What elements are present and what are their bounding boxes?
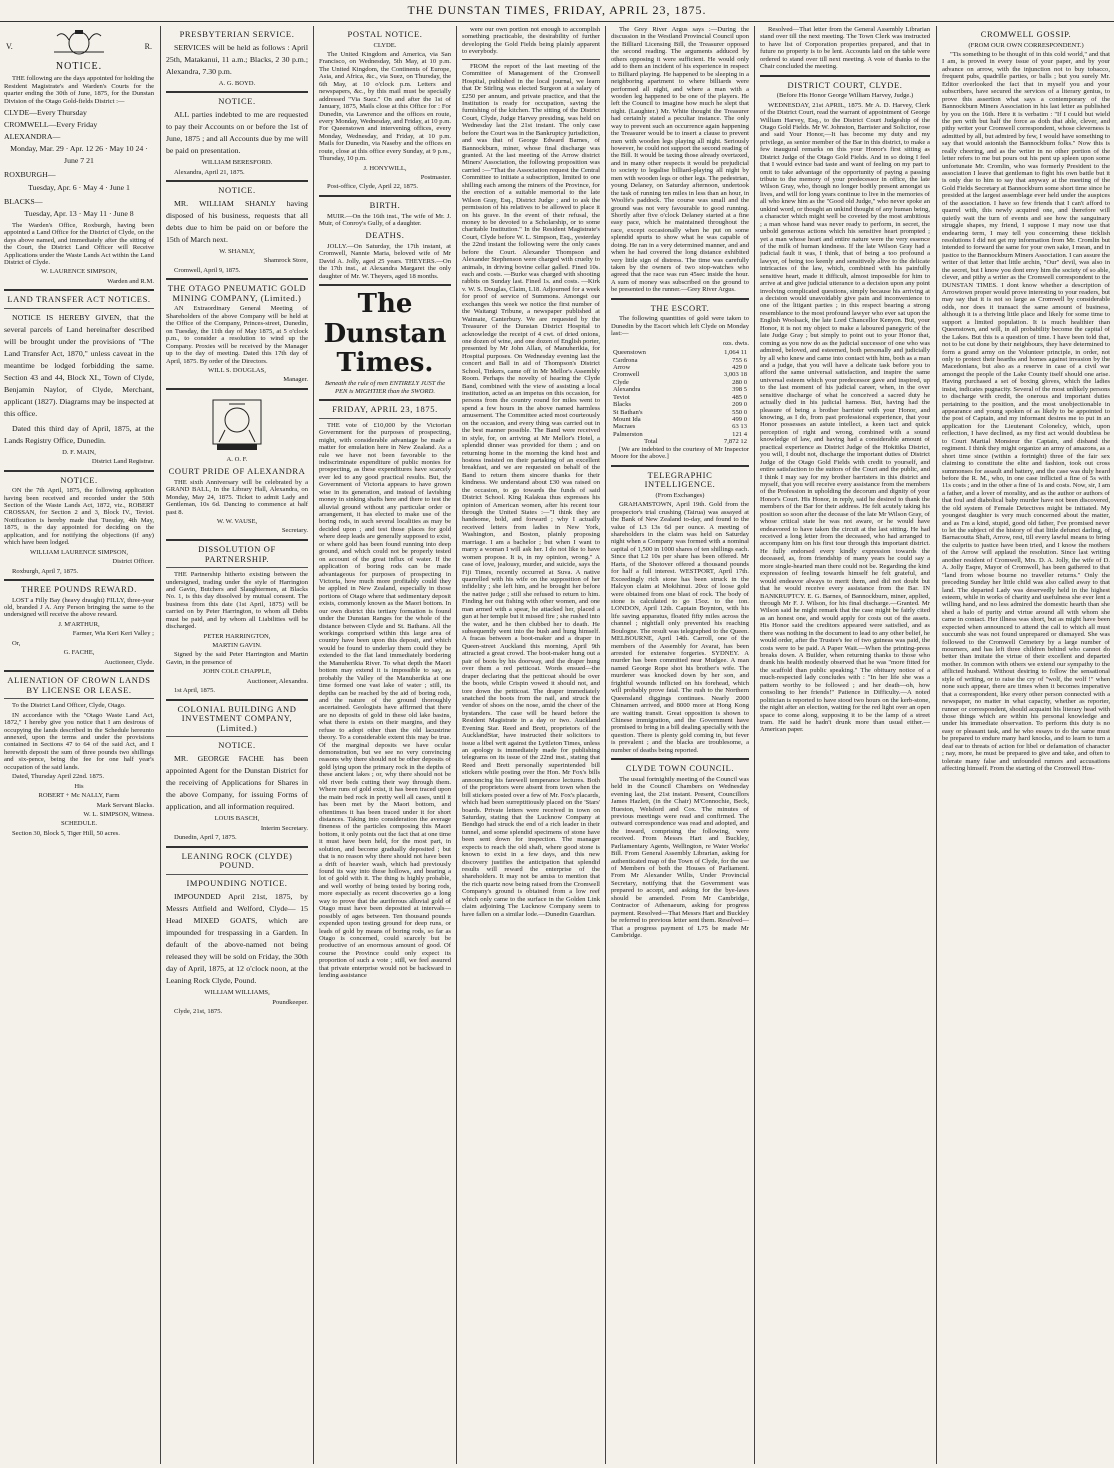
pneumatic-signature-title: Manager. <box>283 376 308 384</box>
escort-amount: 429 0 <box>732 363 747 371</box>
date-line: FRIDAY, APRIL 23, 1875. <box>332 404 438 415</box>
reward-or: Or, <box>12 639 21 647</box>
column-6 <box>760 26 930 1464</box>
crest-r: R. <box>144 42 152 51</box>
pneumatic-title: THE OTAGO PNEUMATIC GOLD MINING COMPANY, (Limited.) <box>167 283 307 303</box>
notice2-place: Roxburgh, April 7, 1875. <box>12 567 79 575</box>
pneumatic-signature: WILL S. DOUGLAS, <box>208 366 266 374</box>
roxburgh-dates: Tuesday, Apr. 6 · May 4 · June 1 <box>28 182 130 192</box>
council-body: The usual fortnightly meeting of the Council was held in the Council Chambers on Wednesday evening last, the 21st instant. Present, Councillors James Hazlett, (in the Chair) M'Connochie, Beck, Hueston, Welsford and Cox. The minutes of previous meetings were read and confirmed. The outward correspondence was read and adopted, and the inward, comprising the following, were received. From Messrs Hart and Buckley, Parliamentary Agents, Wellington, re Water Works' Bill. From General Assembly Librarian, asking for authenticated map of the Town of Clyde, for the use of Members of both the Houses of Parliament. From Mr Alexander Willis, Under Provincial Secretary, notifying that the Government was prepared to accept, and asking for the bye-laws should be amended. From Mr Cambridge, Contractor of Athenaeum, asking for progress payment. Resolved—That Messrs Hart and Buckley be referred to previous letter sent them. Resolved—That a progress payment of L75 be made Mr Cambridge. <box>611 775 749 939</box>
column-3 <box>319 26 451 1464</box>
paper-motto: Beneath the rule of men ENTIRELY JUST the PEN is MIGHTIER than the SWORD. <box>324 380 446 395</box>
escort-amount: 1,064 11 <box>724 349 747 357</box>
notice2-signature: WILLIAM LAURENCE SIMPSON, <box>30 548 128 556</box>
royal-crest <box>4 28 154 58</box>
dissolution-title: DISSOLUTION OF PARTNERSHIP. <box>198 543 276 564</box>
escort-unit: ozs. dwts. <box>722 339 749 347</box>
escort-row <box>611 423 749 430</box>
escort-row <box>611 431 749 438</box>
dissolution-witness-title: Auctioneer, Alexandra. <box>246 677 308 685</box>
escort-row <box>611 409 749 416</box>
escort-amount: 121 4 <box>732 430 747 438</box>
crest-icon <box>49 28 109 56</box>
land-transfer-date: Dated this third day of April, 1875, at the Lands Registry Office, Dunedin. <box>4 423 154 445</box>
escort-amount: 280 0 <box>732 378 747 386</box>
postal-sub: CLYDE. <box>373 41 397 49</box>
escort-total-label: Total <box>644 438 658 446</box>
column-1 <box>4 26 154 1464</box>
birth-body: MUIR.—On the 16th inst., The wife of Mr. J. Muir, of Conroy's Gully, of a daughter. <box>319 212 451 227</box>
council-continued: Resolved—That letter from the General Assembly Librarian stand over till the next meeting. The Town Clerk was instructed to have list of Corporation properties prepared, and that in future no property is to be lent. Accounts laid on the table were ordered to stand over till next meeting. A vote of thanks to the Chair concluded the meeting. <box>760 26 930 71</box>
reward-body: LOST a Filly Bay (heavy draught) FILLY, three-year old, branded J A. Any Person bringing the same to the undersigned will receive the above reward. <box>4 596 154 619</box>
escort-place: Teviot <box>613 393 630 401</box>
escort-amount: 398 5 <box>732 386 747 394</box>
escort-intro: The following quantities of gold were taken to Dunedin by the Escort which left Clyde on Monday last:— <box>611 315 749 338</box>
gossip-title: CROMWELL GOSSIP. <box>980 29 1072 39</box>
escort-place: Cardrona <box>613 356 638 364</box>
escort-amount: 3,003 18 <box>723 371 747 379</box>
postal-body: The United Kingdom and America, via San Francisco, on Wednesday, 5th May, at 10 p.m. The United Kingdom, the Continents of Europe, Asia, and Africa, &c., via Suez, on Thursday, the 6th May, at 10 o'clock p.m. Letters and newspapers, &c., by this mail must be specially addressed "Via Suez." On and after the 1st of January, 1875, Mails close at this Office for : For Dunedin, via Lawrence and the offices en route, every Monday, Wednesday, and Friday, at 10 p.m. For Queenstown and intervening offices, every Monday, Wednesday, and Friday, at 10 p.m. Mails for Dunedin, via Naseby and the offices en route, close at this office every Sunday, at 9 p.m., Thursday, 10 p.m. <box>319 51 451 163</box>
leader-continued: were our own portion not enough to accomplish something practicable, the desirability of further developing the Gold Fields being plainly apparent to everybody. <box>462 26 600 56</box>
postal-signature-title: Postmaster. <box>420 174 451 182</box>
column-5 <box>611 26 749 1464</box>
alienation-mark: Mark Servant Blacks. <box>96 801 154 809</box>
reward-signature-2-detail: Auctioneer, Clyde. <box>104 658 154 666</box>
notice-beresford-signature: WILLIAM BERESFORD. <box>201 159 273 167</box>
telegraphic-title: TELEGRAPHIC INTELLIGENCE. <box>644 469 716 490</box>
colonial-signature-title: Interim Secretary. <box>260 824 308 832</box>
escort-total-value: 7,872 12 <box>723 438 747 446</box>
alexandra-label: ALEXANDRA— <box>4 132 61 142</box>
dissolution-witness: JOHN COLE CHAPPLE, <box>202 668 272 676</box>
escort-total-row <box>611 438 749 445</box>
escort-row <box>611 371 749 378</box>
deaths-title: DEATHS. <box>365 230 405 241</box>
dissolution-body-2: Signed by the said Peter Harrington and Martin Gavin, in the presence of <box>166 651 308 666</box>
column-7 <box>942 26 1110 1464</box>
blacks-dates: Tuesday, Apr. 13 · May 11 · June 8 <box>24 208 134 218</box>
aof-label: A. O. F. <box>226 455 248 463</box>
dissolution-date: 1st April, 1875. <box>174 687 216 695</box>
notice-beresford-body: ALL parties indebted to me are requested to pay their Accounts on or before the 1st of June, 1875 ; and all Accounts due by me will be paid on presentation. <box>166 109 308 156</box>
leader-article: THE vote of £10,000 by the Victorian Government for the purposes of prospecting, might, with considerable advantage be made a matter for emulation here in New Zealand. As a rule we have not been favorable to the indiscriminate expenditure of public monies for prospecting, as these expenditures have scarcely ever led to any good practical results. But, the Government of Victoria appears to have grown wise in its generation, and instead of lavishing money in sinking shafts here and there to test the alluvial ground without any particular order or arrangement, it has elected to make use of the boring rods, in such several localities as may be decided upon ; and test those places for gold where deep leads are generally supposed to exist, or where gold has been found running into deep ground, and which could not be properly tested on account of the great influx of water. If the application of boring rods can be made advantageous for purposes of prospecting in Victoria, how much more profitably could they be applied in New Zealand, especially in those portions of Otago where that sedimentary deposit exists, commonly known as the Maori bottom. In our own district this tertiary formation is found under the Dunstan Ranges for the whole of the distance between Clyde and St. Bathans. All the workings comprised within this large area of country have been upon this deposit, and which would be found to underlay them could they be extended to the flat land immediately bordering the Manuherikia River. To what depth the Maori bottom may extend it is impossible to say, as probably the Valley of the Manuherikia at one time formed one vast lake of water ; still, its depths can be reached by the aid of boring rods, and the nature of the ground thoroughly ascertained. Geologists have affirmed that there are no deposits of gold in these old lake basins, what there is exists on their margins, and they refuse to adopt other than the old lacustrine theory. To a considerable extent this may be true. Of the marginal deposits we have ocular demonstration, but we see no very convincing reasons why there should not be other deposits of gold lying upon the primary rock in the depths of these ancient lakes ; or, why there should not be old river beds cutting their way through them. Where runs of gold exist, it has been traced upon the main bed rock in pretty well all cases, until it has been met by the Maori bottom, and oftentimes it has been traced under it for short distances. Taking into consideration the average fineness of the particles composing this Maori bottom, it only points out the fact that at one time it must have been held, for the most part, in solution, and become gradually deposited ; but that is no reason why there should not have been a drift of heavier wash, which had previously found its way into these hollows, and bearing a lot of gold with it. The thing is highly probable, and well worthy of being tested by boring rods, more especially as recent discoveries go a long way to prove that the auriferous alluvial gold of Otago must have been deposited at intervals—possibly of ages between. Ten thousand pounds expended upon testing ground for deep runs, or leads of gold by means of boring rods, so far as Otago is concerned, could scarcely but be productive of an enormous amount of good. Of course the Province could only expect its proportion of such a vote ; still, we feel assured that private enterprise would not be backward in lending assistance <box>319 421 451 980</box>
alienation-date: Dated, Thursday April 22nd. 1875. <box>12 773 104 781</box>
presbyterian-body: SERVICES will be held as follows : April 25th, Matakanui, 11 a.m.; Blacks, 2 30 p.m.; Alexandra, 7.30 p.m. <box>166 42 308 76</box>
escort-row <box>611 401 749 408</box>
notice-shanly-title: NOTICE. <box>218 185 256 196</box>
gossip-sub: (FROM OUR OWN CORRESPONDENT.) <box>968 41 1084 49</box>
notice-body: THE following are the days appointed for holding the Resident Magistrate's and Warden's Courts for the quarter ending the 30th of June, 1875, for the Dunstan Division of the Otago Gold-fields District :— <box>4 75 154 105</box>
escort-note: [We are indebted to the courtesy of Mr Inspector Moore for the above.] <box>611 445 749 461</box>
notice-beresford-place: Alexandra, April 21, 1875. <box>174 168 245 176</box>
alienation-to: To the District Land Officer, Clyde, Otago. <box>12 702 126 710</box>
dissolution-signature-2: MARTIN GAVIN. <box>212 642 262 650</box>
cromwell-day: CROMWELL—Every Friday <box>4 120 98 130</box>
alienation-signature: ROBERT + Mc NALLY, Farm <box>38 792 120 800</box>
escort-row <box>611 394 749 401</box>
escort-place: Clyde <box>613 378 629 386</box>
local-news: FROM the report of the last meeting of the Committee of Management of the Cromwell Hospital, published in the local journal, we learn that Dr Stirling was elected Surgeon at a salary of £250 per annum, and private practice, and that the Institution is ready for occupation, saving the furnishing of the kitchen. The sitting of the District Court, Clyde, Judge Harvey presiding, was held on Wednesday last the 21st instant. The only case before the Court was in the Bankruptcy jurisdiction, and was that of George Edward Barnes, of Bannockburn, miner, whose final discharge was granted. At the last meeting of the Arrow district Miners' Association, the following proposition was carried :—"That the Association request the Central Committee to initiate a subscription, limited to one shilling each among the miners of the Province, for the erection of a suitable memorial to the late Wilson Gray, Esq., District Judge ; and to ask the permission of his relatives to be allowed to place it on his grave. In the event of their refusal, the money to be devoted to a Scholarship, or to some charitable Institution." In the Resident Magistrate's Court, Clyde before W. L. Simpson, Esq., yesterday the 22nd instant the following were the only cases before the Court. Alexander Thompson and Alexander Stephenson were charged with cruelty to animals, in driving bovine cellar galled. Fined 10s. each and costs. —Burke was charged with shooting rabbits on Sunday last. Fined 1s. and costs. —Kirk v. W. S. Douglas, Claim, L18. Adjourned for a week for proof of service of Summons. Amongst our exchanges this week we notice the first number of the Waitangi Tribune, a newspaper published at Waimate, Canterbury. We are requested by the Treasurer of the Dunstan District Hospital to acknowledge the receipt of 4 cwt. of dried onions, one dozen of wine, and one dozen of English porter, presented by Mr John Allan, of Manuherikia, for Hospital purposes. On Wednesday evening last the concert and Ball in aid of Thompson's District School, Tinkers, came off in Mr Mellor's Assembly Room. Perhaps the novelty of hearing the Clyde Band, combined with the view of assisting a local institution, acted as an impetus on this occasion, for persons from the country round for miles went to spend a few hours in the above named harmless amusement. The Committee acted most courteously on the occasion, and every thing was carried out in the best manner possible. The Band were received in style, for, on arriving at Mr Mellor's Hotel, a splendid dinner was provided for them ; and on returning home in the morning the kind host and hostess insisted on their partaking of an excellent breakfast, and we are requested on behalf of the Band to return them sincere thanks for their kindness. We understand about £30 was raised on the occasion, to go towards the funds of said District School. King Kalakua thus expresses his opinion of American women, after his recent tour through the United States :—"I think they are handsome, bold, and forward ; why I actually received letters from ladies in New York, Washington, and Boston, plainly proposing marriage. I am a bachelor ; but when I want to marry a woman I will ask her. I do not like to have women propose. It is, in my opinion, wrong." A case of love, jealousy, murder, and suicide, says the Fiji Times, recently occurred at Suva. A native quarrelled with his wife on the supposition of her infidelity ; she left him, and he brought her before the native judge ; still she refused to return to him. Finding her out fishing with other women, and one man armed with a spear, he attacked her, placed a gun at her temple but it missed fire ; she rushed into the water, and he then clubbed her to death. He subsequently went into the bush and hung himself. A fracas between a boot-maker and a draper in Queen-street Auckland this morning, April 9th attracted a great crowd. The boot-maker hung out a pair of boots by his doorway, and the draper hung over them a red petticoat. Words ensued—the draper declaring that the petticoat should be over the boots, while Crispin vowed it should not, and tore down the petticoat. The draper immediately snatched the boots from the nail, and struck the vendor of shoes on the nose, amid the cheer of the bystanders. The case will be heard before the Resident Magistrate in a day or two. Auckland Evening Star. Reed and Brett, proprietors of the AucklandStar, have instructed their solicitors to issue a libel writ against the Lyttleton Times, unless an apology is immediately made for publishing telegrams on its issue of the 22nd inst., stating that Reed and Brett personally superintended bill stickers while posting over the Hon. Mr Fox's bills announcing his farewell temperance lectures. Both of the proprietors were absent from town when the bill stickers posted over a few of Mr. Fox's placards, which had been surreptitiously placed on the 'Stars' boards. Private letters were received in town on Saturday, stating that the Lucknow Company at Bendigo had struck the end of a rich leader in their tunnel, and some splendid specimens of stone have been sent down for inspection. The manager expects to reach the old shaft, where good stone is known to exist in a few days, and this new discovery justifies the anticipation that splendid results will reward the enterprise of the shareholders. It may not be amiss to mention that the rich quartz now being raised from the Cromwell Company's ground is obtained from a low reef which only came to the surface in the Golden Link claim adjoining The Lucknow Company seem to have fallen on a similar lode.—Dunedin Guardian. <box>462 62 600 918</box>
notice2-title: NOTICE. <box>60 474 98 485</box>
grey-river-article: The Grey River Argus says :—During the discussion in the Westland Provincial Council upon the Billiard Licensing Bill, the Treasurer opposed the second reading. The arguments adduced by others opposing it were sufficient. He would only add to them an incident of his experience in respect to Billiard playing. He happened to be sleeping in a neighboring apartment to where billiards were performed all night, and where a man with a wooden leg happened to be one of the players. He left the Council to imagine how much he slept that night. (Laughter.) Mr. White thought the Treasurer had certainly stated a peculiar instance. The only way to prevent such an occurrence again happening the Treasurer would be to insert a clause to prevent men with wooden legs playing all night. Seriously however, he could not support the second reading of the Bill. It would be taxing those already overtaxed, and in many other respects it would be prejudicial to society to legalise billiard-playing all night by men with wooden legs or other legs. The pedestrian, young Delaney, on Saturday afternoon, undertook the task of running ten miles in less than an hour, in Woolfe's paddock. The course was small and the ground was not very favourable to good running. Shortly after five o'clock Delaney started at a fine easy pace, which he maintained throughout the race, except occasionally when he put on some splendid spurts to show what he was capable of doing. He ran in a very determined manner, and and when he had covered the long distance exhibited very little sign of distress. The time was carefully taken by the owners of two stop-watches who agreed that the race was run 45sec inside the hour. A sum of money was subscribed on the ground to be presented to the runner.—Grey River Argus. <box>611 26 749 294</box>
notice-shanly-signature: W. SHANLY, <box>219 247 255 255</box>
impound-signature-title: Poundkeeper. <box>272 998 308 1006</box>
escort-amount: 550 0 <box>732 408 747 416</box>
column-2 <box>166 26 308 1464</box>
land-transfer-title: LAND TRANSFER ACT NOTICES. <box>7 294 151 305</box>
escort-amount: 63 13 <box>732 423 747 431</box>
escort-place: Cromwell <box>613 371 640 379</box>
land-signature: D. F. MAIN, <box>62 448 96 456</box>
schedule-body: Section 30, Block 5, Tiger Hill, 50 acres. <box>12 829 120 837</box>
aof-title: COURT PRIDE OF ALEXANDRA <box>168 466 306 477</box>
reward-title: THREE POUNDS REWARD. <box>21 583 137 594</box>
aof-signature-title: Secretary. <box>281 527 308 535</box>
paper-title: The Dunstan Times. <box>323 289 447 378</box>
reward-signature-detail: Farmer, Wia Keri Keri Valley ; <box>72 630 154 638</box>
escort-row <box>611 386 749 393</box>
postal-signature: J. HONYWILL, <box>363 164 407 172</box>
dissolution-signature-1: PETER HARRINGTON, <box>203 632 271 640</box>
alienation-witness: W. L. SIMPSON, Witness. <box>83 810 154 818</box>
notice-shanly-body: MR. WILLIAM SHANLY having disposed of his business, requests that all debts due to him be paid on or before the 15th of March next. <box>166 198 308 244</box>
impound-title: IMPOUNDING NOTICE. <box>186 877 288 888</box>
leaning-rock-title: LEANING ROCK (CLYDE) POUND. <box>181 850 293 871</box>
district-court-title: DISTRICT COURT, CLYDE. <box>787 79 903 90</box>
clyde-day: CLYDE—Every Thursday <box>4 108 87 118</box>
colonial-title: COLONIAL BUILDING AND INVESTMENT COMPANY, (Limited.) <box>177 703 297 733</box>
escort-amount: 485 0 <box>732 393 747 401</box>
escort-title: THE ESCORT. <box>650 302 710 313</box>
birth-title: BIRTH. <box>369 199 401 210</box>
council-title: CLYDE TOWN COUNCIL. <box>625 763 735 774</box>
escort-place: Arrow <box>613 363 631 371</box>
colonial-notice: NOTICE. <box>218 740 256 751</box>
escort-row <box>611 364 749 371</box>
escort-row <box>611 379 749 386</box>
notice2-body: ON the 7th April, 1875, the following application having been received and recorded under the 50th Section of the Waste Lands Act, 1872, viz., ROBERT CROSSAN, for Section 2 and 3, Block IV., Teviot. Notification is hereby made that Tuesday, 4th May, 1875, is the day appointed for deciding on the application, and for notifying the objections (if any) which have been lodged. <box>4 487 154 547</box>
impound-signature: WILLIAM WILLIAMS, <box>204 989 270 997</box>
roxburgh-label: ROXBURGH— <box>4 170 56 180</box>
escort-place: Alexandra <box>613 386 641 394</box>
postal-title: POSTAL NOTICE. <box>347 29 423 39</box>
notice-shanly-store: Shamrock Store, <box>264 257 308 265</box>
aof-signature: W. W. VAUSE, <box>216 518 258 526</box>
deaths-body: JOLLY.—On Saturday, the 17th instant, at Cromwell, Nannie Maria, beloved wife of Mr David A. Jolly, aged 25 years. THEYERS.—On the 17th inst., at Alexandra Margaret the only daughter of Mr. W. Theyers, aged 18 months. <box>319 242 451 280</box>
escort-table <box>611 349 749 446</box>
land-signature-title: District Land Registrar. <box>91 458 154 466</box>
escort-place: Macraes <box>613 423 636 431</box>
escort-place: Blacks <box>613 401 631 409</box>
telegraphic-body: GRAHAMSTOWN, April 19th. Gold from the prospector's trial crushing (Tairua) was assayed at the Bank of New Zealand to-day, and found to the value of L3 13s 6d per ounce. A meeting of shareholders in the claim was held on Saturday night when a Company was formed with a nominal capital of 1,500 in 1000 shares of ten shillings each. Since that L2 10s per share has been offered. Mr Harts, of the Shotover offered a thousand pounds for half a full interest. WESTPORT, April 17th. Exceedingly rich stone has been struck in the Halcyon claim at Mokihinui. 20oz of loose gold were obtained from one blast of rock. The body of stone is calculated to go 15oz. to the ton. LONDON, April 12th. Captain Boynton, with his life saving apparatus, floated fifty miles across the channel ; nightfall only prevented his reaching Boulogne. The result was telegraphed to the Queen. MELBOURNE, April 14th. Carroll, one of the members of the Assembly for Avarat, has been arrested for extensive forgeries. SYDNEY. A murder has been committed near Mudgee. A man named George Rope shot his brother's wife. The murderer was knocked down by her son, and frightful wounds inflicted on his forehead, which will probably prove fatal. The rush to the Northern Queensland diggings continues. Nearly 2000 Chinamen arrived, and 8000 more at Hong Kong are waiting transit. Great opposition is shown to Chinese immigration, and the Government have promised to bring in a bill dealing specially with the question. There is plenty gold coming in, but fever is prevalent ; and the blacks are troublesome, a number of deaths being reported. <box>611 501 749 754</box>
escort-amount: 499 0 <box>732 416 747 424</box>
colonial-signature: LOUIS BASCH, <box>214 815 260 823</box>
crest-v: V. <box>6 42 13 51</box>
notice-shanly-place: Cromwell, April 9, 1875. <box>174 266 241 274</box>
escort-row <box>611 357 749 364</box>
escort-place: Mount Ida <box>613 416 641 424</box>
alienation-title: ALIENATION OF CROWN LANDS BY LICENSE OR LEASE. <box>7 675 151 695</box>
impound-body: IMPOUNDED April 21st, 1875, by Messrs Attfield and Welford, Clyde— 15 Head MIXED GOATS, which are impounded for trespassing in a Garden. In default of the above-named not being released they will be sold on Friday, the 30th day of April, 1875, at 12 o'clock noon, at the Leaning Rock Clyde, Pound. <box>166 891 308 986</box>
reward-signature-2: G. FACHE, <box>63 649 95 657</box>
dissolution-body: THE Partnership hitherto existing between the undersigned, trading under the style of Harrington and Gavin, Butchers and Slaughtermen, at Blacks No. 1, is this day dissolved by mutual consent. The business from this date (1st April, 1875) will be carried on by Peter Harrington, to whom all Debts must be paid, and by whom all Liabilities will be discharged. <box>166 571 308 631</box>
district-court-sub: (Before His Honor George William Harvey, Judge.) <box>776 92 914 100</box>
alexandra-dates: Monday, Mar. 29 · Apr. 12 26 · May 10 24 · June 7 21 <box>10 144 148 166</box>
notice-title: NOTICE. <box>55 61 103 72</box>
escort-place: St Bathan's <box>613 408 643 416</box>
alienation-body: IN accordance with the "Otago Waste Land Act, 1872," I hereby give you notice that I am desirous of occupying the lands described in the Schedule hereunto annexed, upon the terms and under the provisions contained in Sections 47 to 64 of the said Act, and I herewith deposit the sum of three pounds two shillings and six-pence, being the fee for one half year's occupation of the said lands. <box>4 711 154 771</box>
escort-amount: 209 0 <box>732 401 747 409</box>
escort-row <box>611 349 749 356</box>
column-4 <box>462 26 600 1464</box>
alienation-his: His <box>74 782 84 790</box>
colonial-body: MR. GEORGE FACHE has been appointed Agent for the Dunstan District for the receiving of Applications for Shares in the above Company, for issuing Forms of application, and all information required. <box>166 754 308 812</box>
district-court-body: WEDNESDAY, 21st APRIL, 1875. Mr A. D. Harvey, Clerk of the District Court, read the warrant of appointment of George William Harvey, Esq., to the District Court Judgeship of the Otago Gold Fields. Mr W. Johnston, Barrister and Solicitor, rose and said Your Honor,—It has become my duty and my privilege, as senior member of the Bar in this district, to make a few inaugural remarks on this your Honor's first sitting as District Judge of the Otago Gold Fields. And in so doing I feel that I would evince bad taste and want of feeling on my part to omit to take advantage of the opportunity of paying a passing tribute to the memory of your predecessor in office, the late Wilson Gray, who, though no longer bodily present amongst us lives, and will for long years continue to live in the memories of all who knew him as the "Good old Judge," who never spoke an unkind word, or thought an unkind thought of any human being, a character which might well be coveted by the most ambitious ; a man whose hand was never ready to perform, in secret, the unbold generous actions which his sensitive heart prompted ; yet a man whose heart and entire nature were the very essence of the milk of human kindness. If the late Wilson Gray had a judicial fault it was, I think, that of being a too profound a lawyer, of being too keenly and sensitively alive to the delicate intricacies of the law, which, combined with his painfully sensitive heart, made it difficult, almost impossible for him to arrive at and give judicial utterance to a decision upon any point involving complicated questions, simply because his arriving at a decision would unavoidably give pain and inconvenience to one of the litigant parties ; in this respect bearing a strong resemblance to the most profound lawyer who ever sat upon the English Woolsack, the late Lord Chancellor Kenyon. But, your Honor, it is not my object to make a laboured panegyric of the late Judge Gray ; but simply to point out to your Honor that, coming as you now do as the judicial successor of one who was admired, beloved, and esteemed, both personally and judicially by all who knew and came into contact with him, both as a man and a judge, that you will have a delicate task before you to afford the same universal satisfaction, and inspire the same universal esteem which your predecessor gave and inspired, up to the last moment of his judicial career, when, in the over sensitive discharge of what he conceived a sacred duty he actually died in his judicial harness. But, having had the pleasure of being a brother barrister with your Honor, and knowing, as I do, from past professional experience, that your Honor possesses an astute intellect, a keen tact and quick perception of right and wrong, combined with a sound knowledge of law, and having had a considerable amount of practical experience as District Judge of the Hokitika District, you will, I doubt not, discharge the important duties of District Judge of the Otago Gold Fields with credit to yourself, and entire satisfaction to the suitors of the Court and the public, and I think I may say for my brother barristers in this district and myself, that you will receive every assistance from the members of the Profession in upholding the decorum and dignity of your Honor's Court. His Honor, in reply, said he desired to thank the members of the Bar for their address. He felt acutely taking his position so soon after the decease of the late Mr Wilson Gray, of whose critical state he was not aware, or he would have endeavored to have taken the circuit at the last sitting. He had received a long letter from the deceased, who had arranged to accompany him on his first tour through this important district. He fully endorsed every kindly expression towards the deceased, as, from friendship of many years he could say a more single-hearted man there could not be. Regarding the kind expression of feeling towards himself he felt grateful, and would endeavor always to merit them, and did not doubt but that he would receive every assistance from the Bar. IN BANKRUPTCY. E. G. Barnes, of Bannockburn, miner, applied, through Mr F. J. Wilson, for his final discharge.—Granted. Mr Wilson said he might remark that the case might be fairly cited as an honest one, and would apply for costs out of the assets. His Honor said the creditors appeared were satisfied, and as there was nothing in the document to lead to any other belief, he would order, after the Trustee's fee of two guineas was paid, the costs were to be paid. A Paper Wait.—When the printing-press breaks down. A Builder, when returning thanks to those who drank his health modestly observed that he was "more fitted for the scaffold than public speaking." The obituary notice of a much-respected lady concludes with : "In her life she was a pattern worthy to be followed ; and her death—oh, how consoling to her friends!" Patience in Difficulty.—A noted politician is reported to have stood two hours on the kerb-stone, the night after an election, waiting for the red light over an open space to come along, supposing it to be the lamp of a street tram. He said he hadn't drunk more than usual either.—American paper. <box>760 101 930 734</box>
foresters-emblem-icon <box>205 394 269 454</box>
aof-body: THE sixth Anniversary will be celebrated by a GRAND BALL, In the Library Hall, Alexandra, on Monday, May 24, 1875. Ticket to admit Lady and Gentleman, 10s 6d. Dancing to commence at half past 8. <box>166 478 308 516</box>
escort-place: Palmerston <box>613 430 643 438</box>
telegraphic-sub: (From Exchanges) <box>655 491 705 499</box>
blacks-label: BLACKS— <box>4 196 43 206</box>
escort-amount: 755 6 <box>732 356 747 364</box>
pneumatic-body: AN Extraordinary General Meeting of Shareholders of the above Company will be held at the Office of the Company, Princes-street, Dunedin, on Tuesday, the 11th day of May 1875, at 5 o'clock p.m., to consider a resolution to wind up the Company. Proxies will be received by the Manager up to the day of meeting. Dated this 17th day of April, 1875. By order of the Directors. <box>166 305 308 365</box>
notice-beresford-title: NOTICE. <box>218 96 256 107</box>
warden-signature: W. LAURENCE SIMPSON, <box>41 268 117 276</box>
reward-signature: J. M'ARTHUR, <box>58 620 100 628</box>
masthead: THE DUNSTAN TIMES, FRIDAY, APRIL 23, 1875. <box>0 3 1114 22</box>
land-transfer-body: NOTICE IS HEREBY GIVEN, that the several parcels of Land hereinafter described will be brought under the provisions of "The Land Transfer Act, 1870," unless caveat in the meantime be lodged forbidding the same. Section 43 and 44, Block XI., Town of Clyde, Benjamin Naylor, of Clyde, Merchant, applicant (1827). Diagrams may be inspected at this office. <box>4 312 154 419</box>
colonial-place: Dunedin, April 7, 1875. <box>174 834 237 842</box>
warden-title: Warden and R.M. <box>107 277 154 285</box>
escort-place: Queenstown <box>613 349 646 357</box>
escort-row <box>611 416 749 423</box>
warden-note: The Warden's Office, Roxburgh, having been appointed a Land Office for the District of Clyde, on the days above named, and immediately after the sitting of the Court, the District Land Officer will Receive Applications under the Waste Lands Act within the Land District of Clyde. <box>4 221 154 266</box>
presbyterian-signature: A. G. BOYD. <box>218 79 256 87</box>
postal-place: Post-office, Clyde, April 22, 1875. <box>327 183 419 191</box>
gossip-body: "Tis something to be thought of in this cold world," and that I am, is proved in every issue of your paper, and by your advance on arrow, with the injunction not to buy tobacco, frequent pubs, quadrille parties, or balls ; but you surely Mr. Editor overlooked the fact that in myself you and your subscribers, have secured the services of a literary genius, to prove this assertion what says a contemporary of the Bannockburn Miners Association in his last letter as published by you on the 16th. Here it is verbatim : "If I could but wield the pen with but half the force as doth that able, clever, and pithy writer your Cromwell correspondent, whose cleverness is admitted by all, but admired by few, I would have something to say that would astonish the Bannockburn folks." Now this is really cheering, and as the writer in no other portion of the letter refers to me but pours out his pent up spleen upon some unfortunate Mr. Cromlin, who was formerly President to the association I leave that gentleman to fight his own battle but it is only due to him to say that anyway at the meeting of the Gold Fields Secretary at Bannockburn some short time since he presided at the largest assemblage ever held under the auspices of the association. I have so few friends that I can't afford to quarrel with, this newly acquired one, and therefore will quietly wait the turn of events and see how the sanguinary struggle shapes, my friend, I suppose I may now use that endearing term, I may tell you concerning these ticklish resolutions I did not get my information from Mr. Cromlin but intended to forward the same for your own sake, I mean, and in justice to the Bannockburn Miners Association. I can assure the writer of that letter that little archin, "Our" devil, was also in the secret, but I know you dont envy him the society of so able, clever, and pithy a writer as the Cromwell correspondent to the DUNSTAN TIMES. I dont know whether a description of Arrowtown proper would prove interesting to your readers, but may say that it is not so large as Cromwell by considerable odds, nor does it transact the same amount of business, although it is a thriving little place and likely for some time to support a limited population. It is much healthier than Queenstown, and will, in all probability become the capital of the Lakes. But this is a question of time. I have been told that, not to be cut done by their neighbours, they have determined to form a grand army on the Volunteer principle, in order, not only to protect their hearths and homes against invasion by the Macedonians, but also as a reserve in case of a civil war amongst the people of the Lake County itself should one arise. Having purchased a set of boxing gloves, which the ladies insist, indicates pugnacity. Several of the most unlikely persons to discharge with credit, the onerous and important duties pertaining to the position, and the most unobjectionable in appearance and young spoken of as likely to be appointed to the post of Captain, and my informant desires me to put in an application for the Lieutenant Colonelcy, which, upon reflection, I have declined, as my first act would doubtless be to Court Martial Monsieur the Captain, and disband the regiment. I think they might organize an army of amazons, as a short time since (within a fortnight) three of the fair sex claiming to constitute the elite and fashion, took out cross summonses for assault and battery, and the case was duly heard before the R. M., who, in one case inflicted a fine of 5s with 11s costs ; and in the other a fine of 1s and costs. Now, sir, I am a father, and a lover of morality, and as the author or authors of that foul and diabolical baby murder have not been discovered, the old system of Female Detectives might be initiated. My youngest daughter is very much concerned about the matter, and as I'm a kind, stupid, good old father, I've promised never to let the subject of the history of that little defunct darling, of Barnacoutta Shaft, Arrow, rest, till every lawful means to bring the culprits to justice have been tried, and I know the mothers of the Arrow will applaud the resolution. Since last writing another resident of Cromwell, Mrs. D. A. Jolly, the wife of D. A. Jolly Esqre, Mayor of Cromwell, has been gathered to that "land from whose bourne no traveller returns." Only the preceding Sunday her little child was also called away to that land. The departed Lady was deservedly held in the highest esteem, while in works of charity and usefulness she ever lent a willing hand, and no less admired the domestic hearth than she shed a halo of purity and virtue around all with whom she came in contact. Her illness was short, but as might have been expected when announced to attend the call to which all must succumb she was not found unprepared or dismayed. She was followed to the Cromwell Cemetery by a large number of mourners, and has left three children behind who cannot do better than imitate the virtue of their excellent and departed mother. In common with others we extend our sympathy to the afflicted husband. Without desiring to follow the sensational style of writing, or to raise the cry of "wolf, the wolf !" when none such appear, there are times when it becomes imperative that a correspondent, like every other person connected with a newspaper, no matter in what capacity, whether as reporter, runner or correspondent, should acquaint his literary head with those things which are within his personal knowledge and under his immediate observation. To perform this duty is no easy or pleasant task, and he who essays to do the same must be prepared to endure many hard knocks, and to learn to turn a deaf ear to threats of action for libel or defamation of character ; nay, more, he must be prepared to give and take, and often to tolerate many false and unfounded rumors and accusations affecting himself. From the starting of the Cromwell Hos- <box>942 51 1110 773</box>
impound-place: Clyde, 21st, 1875. <box>174 1008 223 1016</box>
notice2-signature-title: District Officer. <box>112 558 154 566</box>
presbyterian-title: PRESBYTERIAN SERVICE. <box>179 29 295 39</box>
schedule-title: SCHEDULE. <box>60 820 98 828</box>
